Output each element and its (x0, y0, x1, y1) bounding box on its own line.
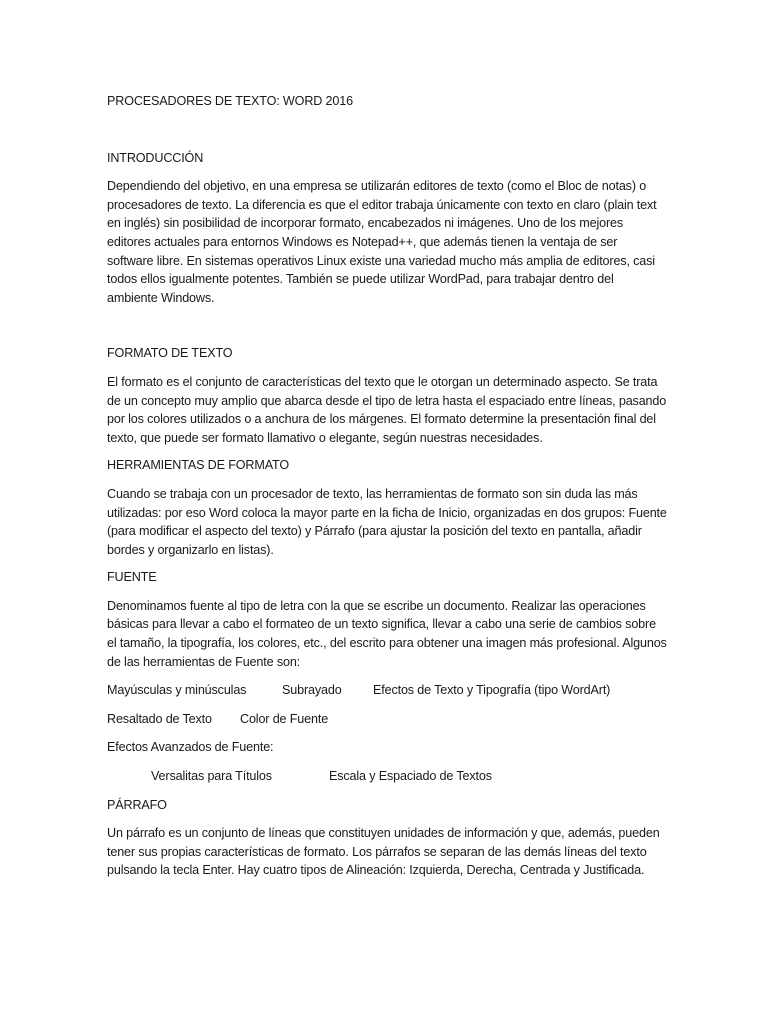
tool-escala-espaciado: Escala y Espaciado de Textos (329, 769, 492, 784)
tool-resaltado: Resaltado de Texto (107, 711, 212, 726)
fuente-tools-row-2 (107, 710, 667, 729)
label-efectos-avanzados: Efectos Avanzados de Fuente: (107, 740, 274, 755)
fuente-tools-row-1 (107, 681, 667, 700)
heading-herramientas-de-formato: HERRAMIENTAS DE FORMATO (107, 458, 289, 473)
tool-mayusculas: Mayúsculas y minúsculas (107, 683, 247, 698)
heading-introduccion: INTRODUCCIÓN (107, 150, 204, 165)
fuente-advanced-row (107, 767, 667, 786)
heading-formato-de-texto: FORMATO DE TEXTO (107, 346, 233, 361)
paragraph-fuente: Denominamos fuente al tipo de letra con la que se escribe un documento. Realizar las operaciones básicas para llevar a cabo el formateo de un texto significa, llevar a cabo una serie de cambios sobre el tamaño, la tipografía, los colores, etc., del escrito para obtener una imagen más profesional. Algunos de las herramientas de Fuente son: (107, 598, 667, 669)
paragraph-formato-de-texto: El formato es el conjunto de características del texto que le otorgan un determinado aspecto. Se trata de un concepto muy amplio que abarca desde el tipo de letra hasta el espaciado entre líneas, pasando por los colores utilizados o a anchura de los márgenes. El formato determine la presentación final del texto, que puede ser formato llamativo o elegante, según nuestras necesidades. (107, 374, 667, 445)
paragraph-introduccion: Dependiendo del objetivo, en una empresa se utilizarán editores de texto (como el Bloc de notas) o procesadores de texto. La diferencia es que el editor trabaja únicamente con texto en claro (plain text en inglés) sin posibilidad de incorporar formato, encabezados ni imágenes. Uno de los mejores editores actuales para entornos Windows es Notepad++, que además tienen la ventaja de ser software libre. En sistemas operativos Linux existe una variedad mucho más amplia de editores, casi todos ellos igualmente potentes. También se puede utilizar WordPad, para trabajar dentro del ambiente Windows. (107, 179, 657, 305)
document-content (107, 92, 667, 880)
heading-fuente: FUENTE (107, 570, 157, 585)
tool-subrayado: Subrayado (282, 683, 342, 698)
tool-versalitas: Versalitas para Títulos (151, 769, 272, 784)
tool-color-de-fuente: Color de Fuente (240, 711, 329, 726)
heading-parrafo: PÁRRAFO (107, 797, 167, 812)
tool-efectos-de-texto: Efectos de Texto y Tipografía (tipo WordArt) (373, 683, 611, 698)
document-title: PROCESADORES DE TEXTO: WORD 2016 (107, 94, 353, 108)
paragraph-parrafo: Un párrafo es un conjunto de líneas que constituyen unidades de información y que, además, pueden tener sus propias características de formato. Los párrafos se separan de las demás líneas del texto pulsando la tecla Enter. Hay cuatro tipos de Alineación: Izquierda, Derecha, Centrada y Justificada. (107, 826, 660, 878)
paragraph-herramientas-de-formato: Cuando se trabaja con un procesador de texto, las herramientas de formato son sin duda las más utilizadas: por eso Word coloca la mayor parte en la ficha de Inicio, organizadas en dos grupos: Fuente (para modificar el aspecto del texto) y Párrafo (para ajustar la posición del texto en pantalla, añadir bordes y organizarlo en listas). (107, 486, 667, 557)
